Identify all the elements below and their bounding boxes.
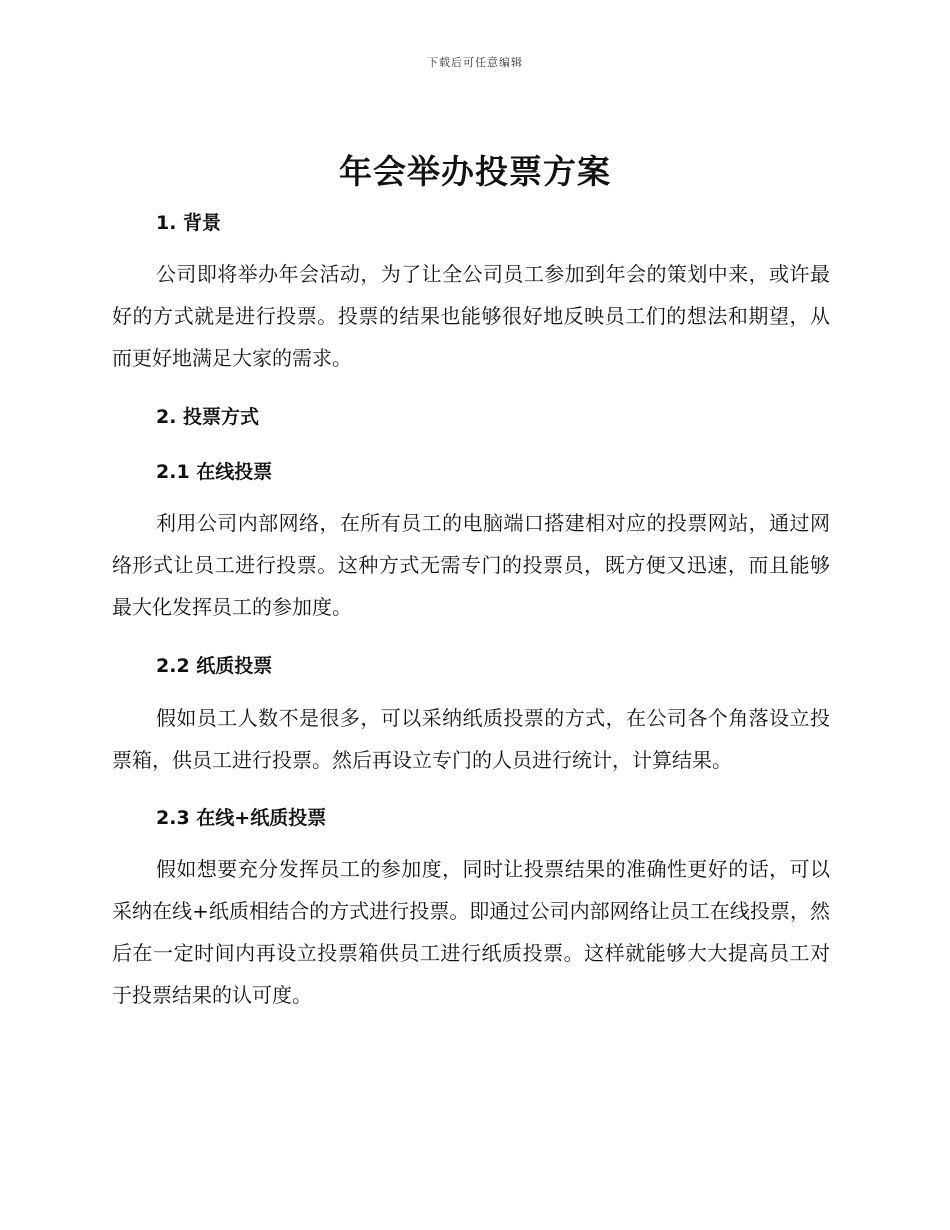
section-paragraph-combined-voting: 假如想要充分发挥员工的参加度，同时让投票结果的准确性更好的话，可以采纳在线+纸质相结合的方式进行投票。即通过公司内部网络让员工在线投票，然后在一定时间内再设立投票箱供员工进行纸质投票。这样就能够大大提高员工对于投票结果的认可度。 [112,857,830,1007]
document-title: 年会举办投票方案 [339,152,611,191]
header-note: 下载后可任意编辑 [427,56,523,69]
section-heading-paper-voting: 2.2 纸质投票 [156,655,273,677]
section-paragraph-paper-voting: 假如员工人数不是很多，可以采纳纸质投票的方式，在公司各个角落设立投票箱，供员工进行投票。然后再设立专门的人员进行统计，计算结果。 [112,706,830,772]
section-paragraph-online-voting: 利用公司内部网络，在所有员工的电脑端口搭建相对应的投票网站，通过网络形式让员工进行投票。这种方式无需专门的投票员，既方便又迅速，而且能够最大化发挥员工的参加度。 [112,511,830,619]
section-heading-background: 1. 背景 [156,212,222,234]
section-heading-voting-methods: 2. 投票方式 [156,406,260,428]
section-heading-online-voting: 2.1 在线投票 [156,461,273,483]
section-heading-combined-voting: 2.3 在线+纸质投票 [156,807,327,829]
section-paragraph-background: 公司即将举办年会活动，为了让全公司员工参加到年会的策划中来，或许最好的方式就是进行投票。投票的结果也能够很好地反映员工们的想法和期望，从而更好地满足大家的需求。 [112,262,830,370]
